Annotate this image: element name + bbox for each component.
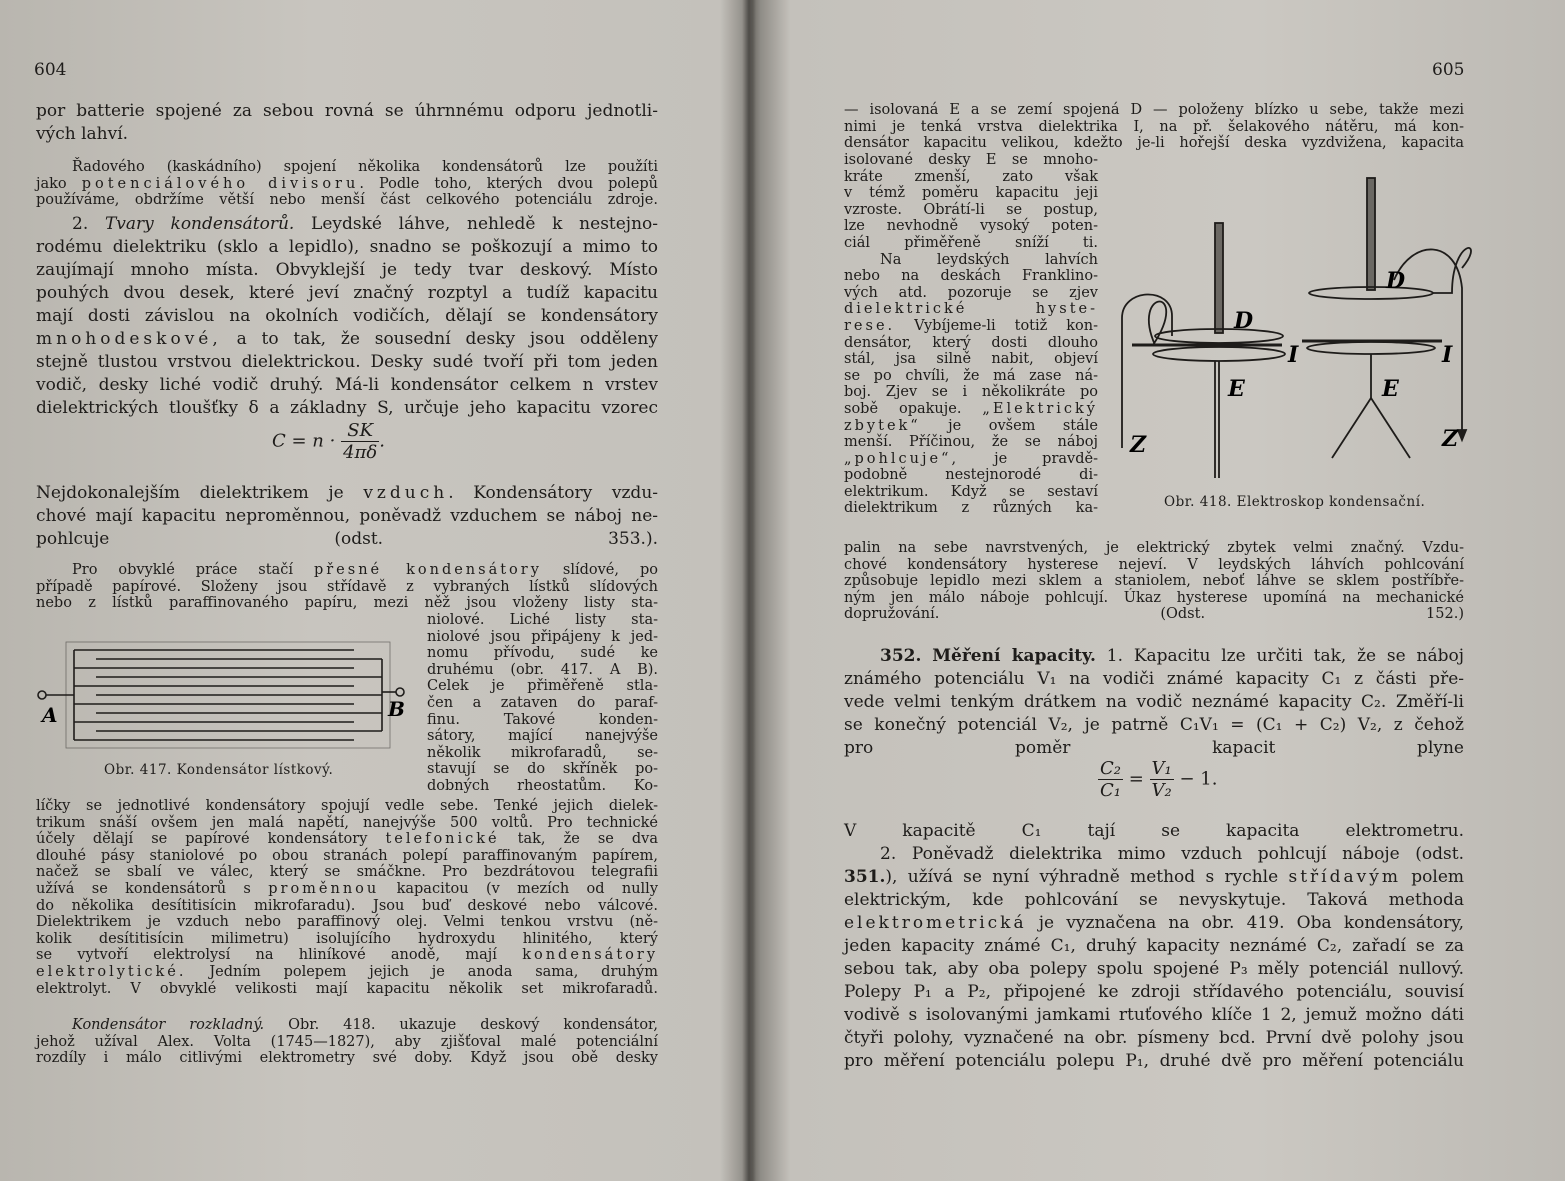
right-paragraph-1: — isolovaná E a se zemí spojená D — položeny blízko u sebe, takže mezi nimi je tenká vrstva dielektrika I, na př. šelakového nátěru, má kon- densátor kapacitu velikou, kdežto je-li hořejší deska vyzdvižena, kapacita	[844, 102, 1464, 152]
paragraph-1: por batterie spojené za sebou rovná se úhrnnému odporu jednotli- vých lahví.	[36, 101, 658, 144]
formula-capacity-ratio: $\frac{\text{C₂}}{\text{C₁}}$ = $\frac{\text{V₁}}{\text{V₂}}$ − 1.	[1100, 758, 1218, 801]
right-column-text: isolované desky E se mnoho- kráte zmenší, zato však v témž poměru kapacitu jeji vzroste. Obrátí-li se postup, lze nevhodně vysoký poten- ciál přiměřeně sníží ti. Na leydských lahvích nebo na deskách Franklino- vých atd. pozoruje se zjev dielektrické hyste- rese. Vybíjeme-li totiž kon- densátor, který dosti dlouho stál, jsa silně nabit, objeví se po chvíli, že má zase ná- boj. Zjev se i několikráte po sobě opakuje. „Elektrický zbytek“ je ovšem stále menší. Příčinou, že se náboj „pohlcuje“, je pravdě- podobně nestejnorodé di- elektrikum. Když se sestaví dielektrikum z různých ka-	[844, 152, 1098, 517]
figure-418-caption: Obr. 418. Elektroskop kondensační.	[1164, 494, 1426, 510]
fig417-label-b: B	[388, 697, 405, 721]
fig418-label-e-right: E	[1382, 376, 1399, 402]
page-number-left: 604	[34, 60, 67, 80]
paragraph-2: Řadového (kaskádního) spojení několika kondensátorů lze použíti jako potenciálového divisoru. Podle toho, kterých dvou polepů používáme, obdržíme větší nebo menší část celkového potenciálu zdroje.	[36, 159, 658, 209]
fig418-label-d-left: D	[1234, 308, 1254, 334]
fig418-label-d-right: D	[1386, 268, 1406, 294]
formula-capacity: C = n · $\frac{SK}{4\pi\delta}$ .	[272, 420, 385, 463]
left-page	[0, 0, 745, 1181]
fig418-label-z-right: Z	[1442, 426, 1459, 452]
paragraph-3: 2. Tvary kondensátorů. Leydské láhve, nehledě k nestejno- rodému dielektriku (sklo a lepidlo), snadno se poškozují a mimo to zaujímají mnoho místa. Obvyklejší je tedy tvar deskový. Místo pouhých dvou desek, které jeví značný rozptyl a tudíž kapacitu mají dosti závislou na okolních vodičích, dělají se kondensátory mnohodeskové, a to tak, že sousední desky jsou odděleny stejně tlustou vrstvou dielektrickou. Desky sudé tvoří při tom jeden vodič, desky liché vodič druhý. Má-li kondensátor celkem n vrstev dielektrických tloušťky δ a základny S, určuje jeho kapacitu vzorec	[36, 214, 659, 418]
fig418-label-z-left: Z	[1130, 432, 1147, 458]
paragraph-5: Pro obvyklé práce stačí přesné kondensátory slídové, po případě papírové. Složeny jsou střídavě z vybraných lístků slídových nebo z lístků paraffinovaného papíru, mezi něž jsou vloženy listy sta-	[36, 562, 658, 612]
figure-418-electroscope	[1112, 168, 1472, 488]
section-352-title: Měření kapacity.	[932, 646, 1096, 666]
paragraph-4: Nejdokonalejším dielektrikem je vzduch. Kondensátory vzdu- chové mají kapacitu neproměnnou, poněvadž vzduchem se náboj ne- pohlcuje (odst. 353.).	[36, 483, 659, 549]
paragraph-6: líčky se jednotlivé kondensátory spojují vedle sebe. Tenké jejich dielek- trikum snáší ovšem jen malá napětí, nanejvýše 500 voltů. Pro technické účely dělají se papírové kondensátory telefonické tak, že se dva dlouhé pásy staniolové po obou stranách polepí paraffinovaným papírem, načež se sbalí ve válec, který se smáčkne. Pro bezdrátovou telegrafii užívá se kondensátorů s proměnnou kapacitou (v mezích od nully do několika desítitisícin mikrofaradu). Jsou buď deskové nebo válcové. Dielektrikem je vzduch nebo paraffinový olej. Velmi tenkou vrstvu (ně- kolik desítitisícin milimetru) isolujícího hydroxydu hlinitého, který se vytvoří elektrolysí na hliníkové anodě, mají kondensátory elektrolytické. Jedním polepem jejich je anoda sama, druhým elektrolyt. V obvyklé velikosti mají kapacitu několik set mikrofaradů.	[36, 798, 659, 997]
right-paragraph-2-full: palin na sebe navrstvených, je elektrický zbytek velmi značný. Vzdu- chové kondensátory hysterese nejeví. V leydských láhvích pohlcování způsobuje lepidlo mezi sklem a staniolem, neboť láhve se sklem postříbře- ným jen málo náboje pohlcují. Úkaz hysterese upomíná na mechanické dopružování. (Odst. 152.)	[844, 540, 1464, 623]
fig418-label-i-left: I	[1288, 342, 1299, 368]
section-352-continued: V kapacitě C₁ tají se kapacita elektrometru. 2. Poněvadž dielektrika mimo vzduch pohlcují náboje (odst. 351.), užívá se nyní výhradně method s rychle střídavým polem elektrickým, kde pohlcování se nevyskytuje. Taková methoda elektrometrická je vyznačena na obr. 419. Oba kondensátory, jeden kapacity známé C₁, druhý kapacity neznámé C₂, zařadí se za sebou tak, aby oba polepy spolu spojené P₃ měly potenciál nullový. Polepy P₁ a P₂, připojené ke zdroji střídavého potenciálu, souvisí vodivě s isolovanými jamkami rtuťového klíče 1 2, jemuž možno dáti čtyři polohy, vyznačené na obr. písmeny bcd. První dvě polohy jsou pro měření potenciálu polepu P₁, druhé dvě pro měření potenciálu	[844, 821, 1465, 1071]
fig417-label-a: A	[42, 703, 58, 727]
paragraph-5-sidecolumn: niolové. Liché listy sta- niolové jsou připájeny k jed- nomu přívodu, sudé ke druhému (obr. 417. A B). Celek je přiměřeně stla- čen a zataven do paraf- finu. Takové konden- sátory, mající nanejvýše několik mikrofaradů, se- stavují se do skříněk po- dobných rheostatům. Ko-	[427, 612, 658, 794]
right-page	[760, 0, 1565, 1181]
section-352: 352. Měření kapacity. 1. Kapacitu lze určiti tak, že se náboj známého potenciálu V₁ na vodiči známé kapacity C₁ z části pře- vede velmi tenkým drátkem na vodič neznámé kapacity C₂. Změří-li se konečný potenciál V₂, je patrně C₁V₁ = (C₁ + C₂) V₂, z čehož pro poměr kapacit plyne	[844, 646, 1464, 758]
figure-417-leaf-capacitor	[36, 630, 416, 755]
page-number-right: 605	[1432, 60, 1465, 80]
paragraph-7: Kondensátor rozkladný. Obr. 418. ukazuje deskový kondensátor, jehož užíval Alex. Volta (1745—1827), aby zjišťoval malé potenciální rozdíly i málo citlivými elektrometry své doby. Když jsou obě desky	[36, 1017, 659, 1067]
fig418-label-e-left: E	[1228, 376, 1245, 402]
figure-417-caption: Obr. 417. Kondensátor lístkový.	[104, 762, 334, 778]
fig418-label-i-right: I	[1442, 342, 1453, 368]
